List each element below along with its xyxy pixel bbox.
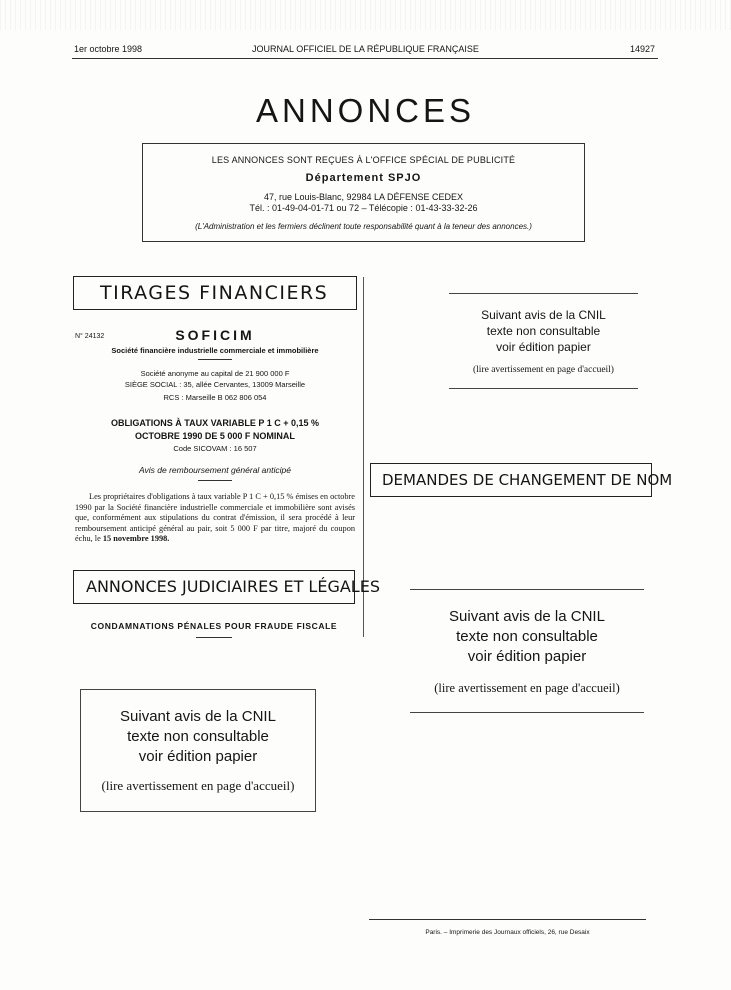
- cnil-notice-box: [410, 589, 644, 713]
- cnil-line-2: texte non consultable: [456, 628, 598, 645]
- company-subtitle: Société financière industrielle commerciale et immobilière: [111, 346, 319, 355]
- cnil-line-3: voir édition papier: [138, 748, 258, 765]
- info-line: LES ANNONCES SONT REÇUES À L'OFFICE SPÉCIAL DE PUBLICITÉ: [211, 155, 516, 165]
- cnil-line-2: texte non consultable: [127, 728, 269, 745]
- divider: [198, 480, 232, 481]
- page-title: ANNONCES: [255, 92, 476, 129]
- section-heading-judiciaires: ANNONCES JUDICIAIRES ET LÉGALES: [73, 570, 355, 604]
- company-rcs: RCS : Marseille B 062 806 054: [163, 393, 267, 402]
- obligations-heading-1: OBLIGATIONS À TAUX VARIABLE P 1 C + 0,15 %: [110, 418, 320, 428]
- obligations-heading-2: OCTOBRE 1990 DE 5 000 F NOMINAL: [135, 431, 295, 441]
- company-name: SOFICIM: [175, 327, 255, 343]
- divider: [198, 359, 232, 360]
- printer-footer: Paris. – Imprimerie des Journaux officiels, 26, rue Desaix: [425, 929, 590, 936]
- cnil-line-2: texte non consultable: [486, 324, 601, 338]
- sicovam-code: Code SICOVAM : 16 507: [173, 444, 257, 453]
- info-disclaimer: (L'Administration et les fermiers déclinent toute responsabilité quant à la teneur des annonces.): [195, 222, 532, 231]
- section-heading-demandes: DEMANDES DE CHANGEMENT DE NOM: [370, 463, 652, 497]
- header-rule: [72, 58, 658, 59]
- info-phone: Tél. : 01-49-04-01-71 ou 72 – Télécopie : 01-43-33-32-26: [249, 203, 478, 213]
- info-department: Département SPJO: [305, 172, 422, 184]
- subsection-heading: CONDAMNATIONS PÉNALES POUR FRAUDE FISCALE: [90, 621, 338, 631]
- cnil-warning: (lire avertissement en page d'accueil): [473, 365, 614, 375]
- cnil-notice-box: [449, 293, 638, 389]
- section-heading-tirages: TIRAGES FINANCIERS: [73, 276, 357, 310]
- running-head-date: 1er octobre 1998: [74, 44, 143, 54]
- notice-number: N° 24132: [75, 333, 105, 340]
- scan-noise: [0, 0, 731, 30]
- cnil-line-1: Suivant avis de la CNIL: [120, 708, 276, 725]
- cnil-line-1: Suivant avis de la CNIL: [481, 308, 606, 322]
- paragraph-text: Les propriétaires d'obligations à taux variable P 1 C + 0,15 % émises en octobre 1990 par la Société financière industrielle commerciale et immobilière sont avisés que, conformément aux stipulations du contrat d'émission, il sera procédé à leur remboursement anticipé général au pair, soit 5 000 F par titre, majoré du coupon échu, le: [75, 492, 355, 544]
- paragraph-date: 15 novembre 1998.: [102, 534, 170, 544]
- cnil-warning: (lire avertissement en page d'accueil): [101, 778, 295, 793]
- cnil-notice-box: [80, 689, 316, 812]
- info-address: 47, rue Louis-Blanc, 92984 LA DÉFENSE CEDEX: [263, 192, 464, 202]
- cnil-warning: (lire avertissement en page d'accueil): [434, 681, 620, 695]
- running-head-journal: JOURNAL OFFICIEL DE LA RÉPUBLIQUE FRANÇAISE: [252, 44, 479, 54]
- footer-rule: [369, 919, 646, 920]
- cnil-line-3: voir édition papier: [496, 340, 591, 354]
- company-siege: SIÈGE SOCIAL : 35, allée Cervantes, 13009 Marseille: [124, 380, 306, 389]
- cnil-line-1: Suivant avis de la CNIL: [449, 608, 605, 625]
- notice-paragraph: [75, 492, 355, 545]
- divider: [196, 637, 232, 638]
- publicity-info-box: [142, 143, 585, 242]
- cnil-line-3: voir édition papier: [467, 648, 587, 665]
- notice-type: Avis de remboursement général anticipé: [139, 465, 291, 475]
- running-head-page-number: 14927: [629, 44, 655, 54]
- company-capital: Société anonyme au capital de 21 900 000 F: [140, 369, 290, 378]
